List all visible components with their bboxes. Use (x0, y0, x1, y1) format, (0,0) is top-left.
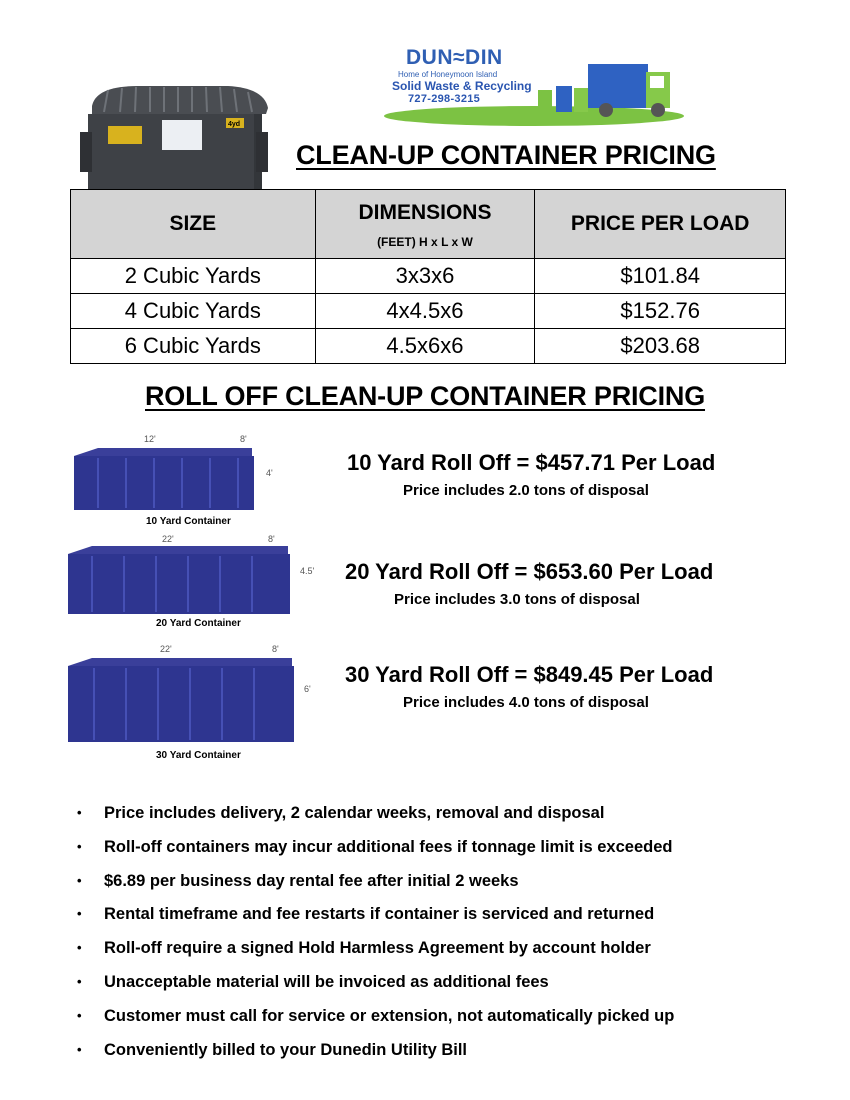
list-item: • Roll-off require a signed Hold Harmless Agreement by account holder (77, 936, 674, 970)
dim-height-label: 4' (266, 468, 273, 478)
cleanup-pricing-table (70, 189, 786, 364)
cell-dimensions: 4x4.5x6 (315, 294, 535, 329)
rolloff-30-yard-note: Price includes 4.0 tons of disposal (403, 694, 649, 711)
table-row (71, 294, 786, 329)
rolloff-10-yard-heading: 10 Yard Roll Off = $457.71 Per Load (347, 450, 716, 475)
header-dimensions-unit: (FEET) H x L x W (377, 235, 473, 249)
dim-height-label: 4.5' (300, 566, 315, 576)
cell-price: $152.76 (535, 294, 786, 329)
list-item: • $6.89 per business day rental fee after initial 2 weeks (77, 869, 674, 903)
list-item: • Rental timeframe and fee restarts if container is serviced and returned (77, 902, 674, 936)
rolloff-20-yard-heading: 20 Yard Roll Off = $653.60 Per Load (345, 559, 714, 584)
rolloff-20-yard-image (62, 532, 330, 632)
header-size: SIZE (71, 190, 316, 259)
rolloff-10-yard-label: 10 Yard Container (146, 516, 231, 527)
table-row (71, 329, 786, 364)
dim-width-label: 8' (272, 644, 279, 654)
header-dimensions (315, 190, 535, 259)
header-dimensions-label: DIMENSIONS (358, 201, 492, 224)
rolloff-20-yard-note: Price includes 3.0 tons of disposal (394, 591, 640, 608)
dim-length-label: 22' (160, 644, 172, 654)
rolloff-20-yard-label: 20 Yard Container (156, 618, 241, 629)
rolloff-30-yard-heading: 30 Yard Roll Off = $849.45 Per Load (345, 662, 714, 687)
dim-height-label: 6' (304, 684, 311, 694)
header-price: PRICE PER LOAD (535, 190, 786, 259)
cell-price: $101.84 (535, 259, 786, 294)
list-item: • Roll-off containers may incur additional fees if tonnage limit is exceeded (77, 835, 674, 869)
rolloff-30-yard-image (62, 640, 330, 764)
cell-size: 4 Cubic Yards (71, 294, 316, 329)
logo-name: DUN≈DIN (406, 46, 503, 69)
cell-size: 6 Cubic Yards (71, 329, 316, 364)
cell-size: 2 Cubic Yards (71, 259, 316, 294)
dunedin-logo (374, 44, 686, 126)
logo-phone: 727-298-3215 (408, 93, 481, 105)
rolloff-10-yard-note: Price includes 2.0 tons of disposal (403, 482, 649, 499)
dumpster-size-label: 4yd (228, 121, 241, 128)
terms-list (77, 801, 674, 1071)
rolloff-pricing-title: ROLL OFF CLEAN-UP CONTAINER PRICING (145, 381, 706, 411)
logo-tagline: Home of Honeymoon Island (398, 70, 498, 79)
dim-width-label: 8' (268, 534, 275, 544)
dim-width-label: 8' (240, 434, 247, 444)
cleanup-pricing-title: CLEAN-UP CONTAINER PRICING (296, 140, 716, 170)
cell-price: $203.68 (535, 329, 786, 364)
list-item: • Conveniently billed to your Dunedin Utility Bill (77, 1038, 674, 1072)
list-item: • Customer must call for service or extension, not automatically picked up (77, 1004, 674, 1038)
list-item: • Price includes delivery, 2 calendar weeks, removal and disposal (77, 801, 674, 835)
logo-department: Solid Waste & Recycling (392, 79, 532, 93)
list-item: • Unacceptable material will be invoiced as additional fees (77, 970, 674, 1004)
cell-dimensions: 3x3x6 (315, 259, 535, 294)
dim-length-label: 22' (162, 534, 174, 544)
table-row (71, 259, 786, 294)
table-header-row (71, 190, 786, 259)
rolloff-30-yard-label: 30 Yard Container (156, 750, 241, 761)
dim-length-label: 12' (144, 434, 156, 444)
rolloff-10-yard-image (62, 430, 330, 528)
cell-dimensions: 4.5x6x6 (315, 329, 535, 364)
